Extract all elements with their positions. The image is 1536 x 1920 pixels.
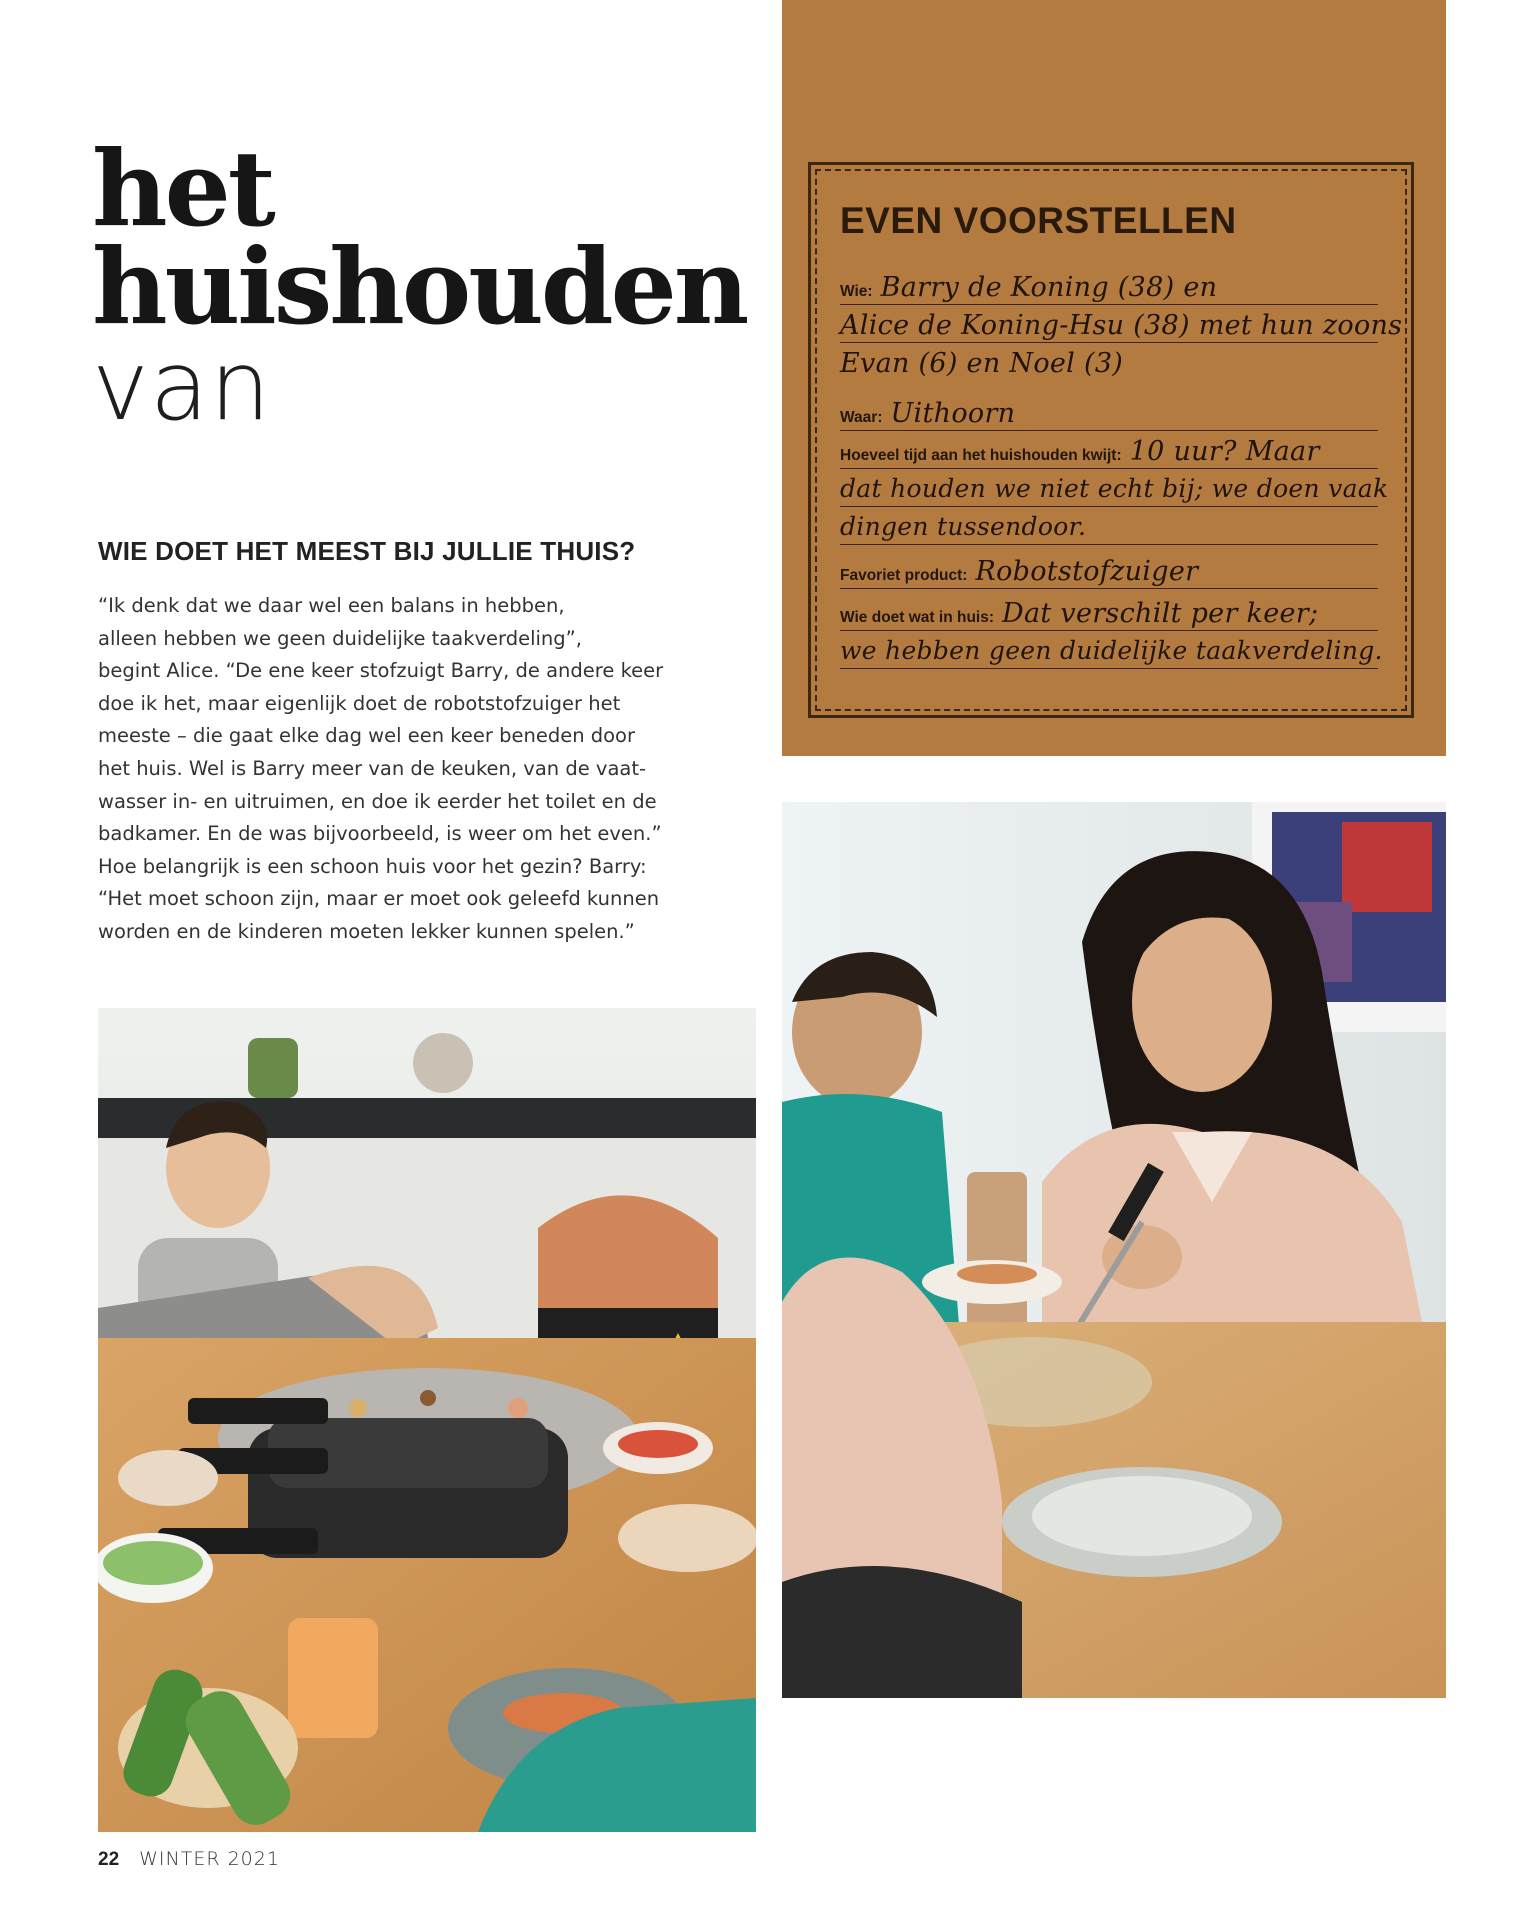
card-title: EVEN VOORSTELLEN — [840, 200, 1237, 241]
value-wat-2: we hebben geen duidelijke taakverdeling. — [840, 636, 1383, 665]
headline-line-3: van — [92, 330, 272, 442]
info-card — [782, 0, 1446, 756]
photo-family-raclette — [98, 1008, 756, 1832]
headline-line-2: huishouden — [92, 225, 747, 348]
body-line: het huis. Wel is Barry meer van de keuken, van de vaat- — [98, 756, 647, 780]
page-number: 22 — [98, 1849, 120, 1870]
card-row-wie — [840, 272, 1378, 305]
card-row-product — [840, 556, 1378, 589]
label-tijd: Hoeveel tijd aan het huishouden kwijt: — [840, 447, 1122, 464]
card-row-tijd-3 — [840, 512, 1378, 545]
body-line: worden en de kinderen moeten lekker kunnen spelen.” — [98, 919, 635, 943]
card-row-waar — [840, 398, 1378, 431]
article-body — [98, 590, 718, 949]
value-tijd-1: 10 uur? Maar — [1129, 436, 1320, 467]
body-line: doe ik het, maar eigenlijk doet de robotstofzuiger het — [98, 691, 621, 715]
value-tijd-2: dat houden we niet echt bij; we doen vaak — [840, 474, 1389, 503]
body-line: wasser in- en uitruimen, en doe ik eerder het toilet en de — [98, 789, 657, 813]
photo-alice-at-table — [782, 802, 1446, 1698]
body-line: “Ik denk dat we daar wel een balans in hebben, — [98, 594, 565, 617]
value-wie-2: Alice de Koning-Hsu (38) met hun zoons — [840, 310, 1403, 341]
body-line: alleen hebben we geen duidelijke taakverdeling”, — [98, 626, 582, 650]
section-question: WIE DOET HET MEEST BIJ JULLIE THUIS? — [98, 536, 636, 566]
issue-label: WINTER 2021 — [139, 1848, 280, 1870]
card-row-wie-3 — [840, 348, 1378, 380]
card-row-wie-2 — [840, 310, 1403, 343]
body-line: meeste – die gaat elke dag wel een keer beneden door — [98, 724, 636, 748]
label-waar: Waar: — [840, 409, 883, 426]
label-wat: Wie doet wat in huis: — [840, 609, 995, 626]
body-line: “Het moet schoon zijn, maar er moet ook geleefd kunnen — [98, 887, 660, 911]
headline-line-1: het — [92, 127, 273, 250]
value-wie-1: Barry de Koning (38) en — [880, 272, 1218, 303]
card-row-wat-2 — [840, 636, 1383, 669]
card-row-tijd-2 — [840, 474, 1389, 507]
body-line: Hoe belangrijk is een schoon huis voor het gezin? Barry: — [98, 854, 647, 878]
card-row-tijd — [840, 436, 1378, 469]
card-row-wat — [840, 598, 1378, 631]
value-waar: Uithoorn — [890, 398, 1016, 429]
page-footer — [98, 1848, 280, 1871]
value-wie-3: Evan (6) en Noel (3) — [840, 348, 1124, 379]
value-tijd-3: dingen tussendoor. — [840, 512, 1087, 541]
label-product: Favoriet product: — [840, 567, 968, 584]
body-line: badkamer. En de was bijvoorbeeld, is weer om het even.” — [98, 822, 662, 846]
label-wie: Wie: — [840, 283, 873, 300]
body-line: begint Alice. “De ene keer stofzuigt Barry, de andere keer — [98, 659, 664, 683]
value-product: Robotstofzuiger — [975, 556, 1199, 587]
headline — [92, 127, 747, 442]
value-wat-1: Dat verschilt per keer; — [1002, 598, 1319, 629]
